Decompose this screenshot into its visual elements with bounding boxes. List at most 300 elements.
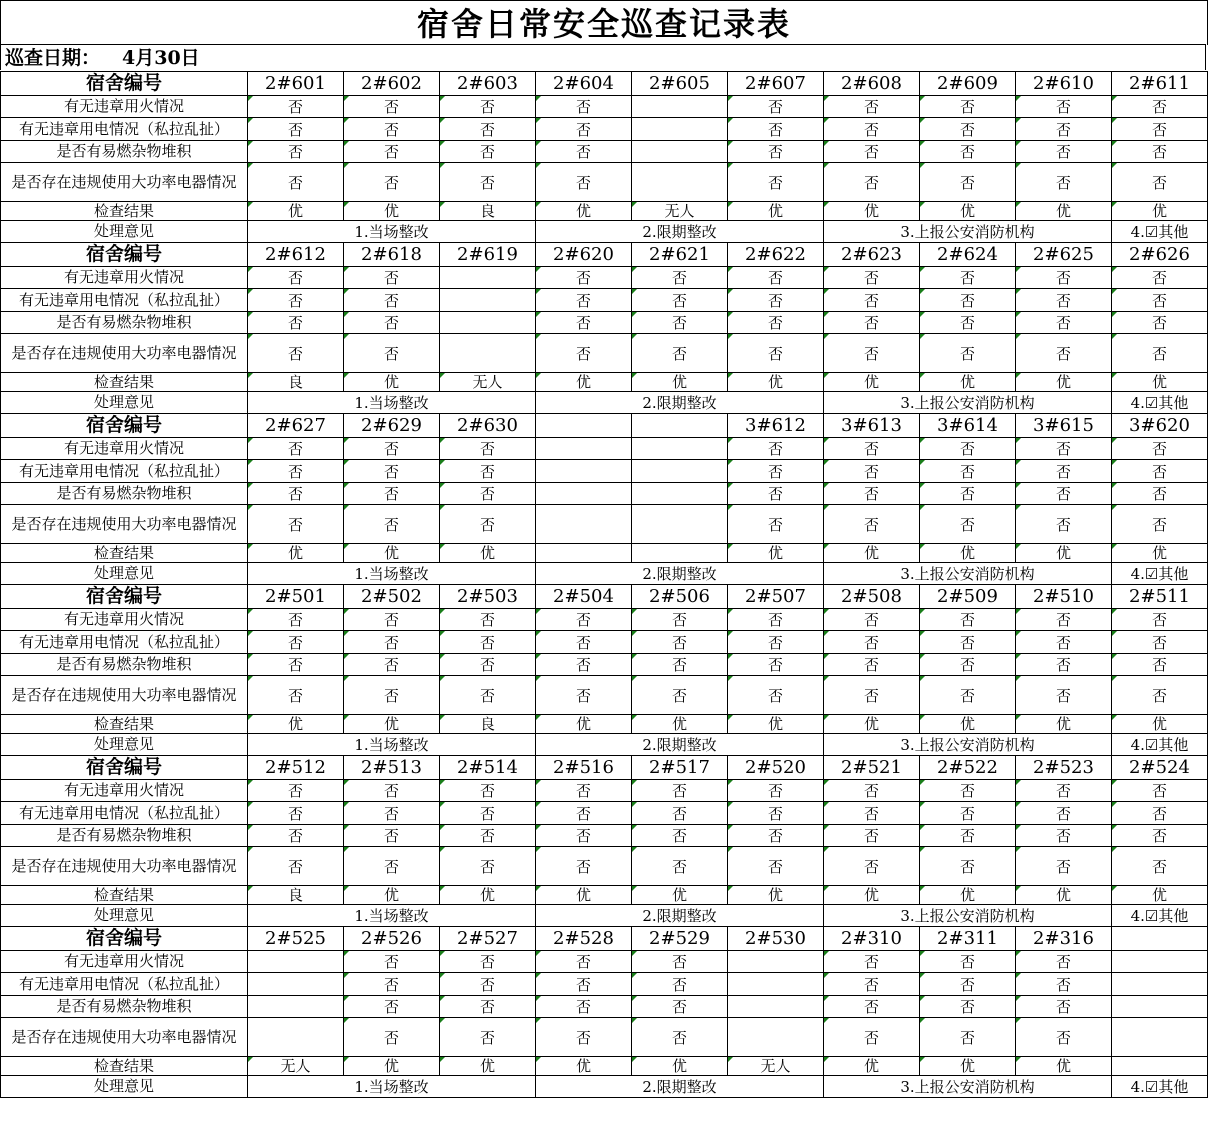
electric-check-row <box>1 118 1208 141</box>
fire-check-cell: 否 <box>536 267 632 289</box>
opinion-option-2: 2.限期整改 <box>536 221 824 243</box>
room-number-cell: 2#623 <box>824 243 920 267</box>
result-cell: 无人 <box>632 202 728 221</box>
electric-check-cell: 否 <box>824 118 920 141</box>
room-number-cell: 2#604 <box>536 72 632 96</box>
row-label: 检查结果 <box>1 544 248 563</box>
electric-check-cell <box>536 460 632 483</box>
opinion-row <box>1 734 1208 756</box>
room-number-row <box>1 756 1208 780</box>
fire-check-cell: 否 <box>1016 609 1112 631</box>
electric-check-cell: 否 <box>344 289 440 312</box>
high-power-check-cell: 否 <box>824 334 920 373</box>
result-cell: 优 <box>248 544 344 563</box>
row-label: 处理意见 <box>1 392 248 414</box>
result-cell: 优 <box>728 202 824 221</box>
result-cell: 优 <box>920 373 1016 392</box>
flammable-check-cell <box>440 312 536 334</box>
row-label: 是否存在违规使用大功率电器情况 <box>1 505 248 544</box>
room-number-cell: 3#614 <box>920 414 1016 438</box>
room-number-cell: 2#522 <box>920 756 1016 780</box>
high-power-check-cell: 否 <box>824 1018 920 1057</box>
result-cell: 优 <box>728 544 824 563</box>
room-number-cell: 2#526 <box>344 927 440 951</box>
high-power-check-cell: 否 <box>248 505 344 544</box>
row-label: 检查结果 <box>1 886 248 905</box>
result-cell: 优 <box>1112 544 1208 563</box>
flammable-check-cell: 否 <box>344 996 440 1018</box>
high-power-check-cell: 否 <box>824 505 920 544</box>
flammable-check-cell: 否 <box>920 825 1016 847</box>
fire-check-cell: 否 <box>920 438 1016 460</box>
electric-check-cell: 否 <box>1112 460 1208 483</box>
flammable-check-cell: 否 <box>632 996 728 1018</box>
high-power-check-cell: 否 <box>1112 505 1208 544</box>
electric-check-cell: 否 <box>536 118 632 141</box>
room-number-cell: 2#605 <box>632 72 728 96</box>
room-number-row <box>1 72 1208 96</box>
room-number-cell: 2#310 <box>824 927 920 951</box>
high-power-check-row <box>1 847 1208 886</box>
result-cell: 优 <box>728 373 824 392</box>
high-power-check-cell: 否 <box>440 1018 536 1057</box>
flammable-check-cell: 否 <box>536 312 632 334</box>
high-power-check-cell: 否 <box>920 676 1016 715</box>
high-power-check-cell: 否 <box>728 676 824 715</box>
room-number-cell: 2#316 <box>1016 927 1112 951</box>
flammable-check-cell: 否 <box>824 996 920 1018</box>
fire-check-cell: 否 <box>344 609 440 631</box>
flammable-check-row <box>1 996 1208 1018</box>
result-cell: 优 <box>440 1057 536 1076</box>
fire-check-cell <box>632 438 728 460</box>
fire-check-cell <box>728 951 824 973</box>
row-label: 有无违章用火情况 <box>1 96 248 118</box>
room-number-cell: 2#630 <box>440 414 536 438</box>
high-power-check-cell: 否 <box>920 163 1016 202</box>
result-cell: 优 <box>632 373 728 392</box>
fire-check-cell <box>1112 951 1208 973</box>
room-number-cell: 2#512 <box>248 756 344 780</box>
result-cell: 优 <box>824 715 920 734</box>
high-power-check-cell: 否 <box>728 163 824 202</box>
result-cell: 优 <box>824 1057 920 1076</box>
result-cell: 优 <box>440 886 536 905</box>
room-number-cell: 2#609 <box>920 72 1016 96</box>
flammable-check-cell <box>632 141 728 163</box>
fire-check-cell: 否 <box>824 96 920 118</box>
opinion-row <box>1 1076 1208 1098</box>
electric-check-cell: 否 <box>920 289 1016 312</box>
row-label: 有无违章用火情况 <box>1 609 248 631</box>
electric-check-cell: 否 <box>248 460 344 483</box>
room-number-cell: 2#619 <box>440 243 536 267</box>
electric-check-cell: 否 <box>920 460 1016 483</box>
row-label: 检查结果 <box>1 1057 248 1076</box>
high-power-check-cell: 否 <box>824 163 920 202</box>
high-power-check-cell: 否 <box>536 1018 632 1057</box>
result-cell: 优 <box>824 202 920 221</box>
fire-check-cell: 否 <box>248 96 344 118</box>
flammable-check-cell: 否 <box>824 483 920 505</box>
electric-check-cell: 否 <box>824 973 920 996</box>
flammable-check-cell: 否 <box>344 141 440 163</box>
fire-check-cell: 否 <box>344 96 440 118</box>
fire-check-cell: 否 <box>632 951 728 973</box>
flammable-check-cell: 否 <box>824 654 920 676</box>
room-number-cell: 2#502 <box>344 585 440 609</box>
room-number-cell: 3#613 <box>824 414 920 438</box>
row-label: 宿舍编号 <box>1 927 248 951</box>
flammable-check-cell: 否 <box>536 996 632 1018</box>
flammable-check-cell: 否 <box>1016 312 1112 334</box>
high-power-check-cell: 否 <box>920 334 1016 373</box>
flammable-check-row <box>1 654 1208 676</box>
opinion-option-4: 4.☑其他 <box>1112 221 1208 243</box>
flammable-check-cell: 否 <box>440 483 536 505</box>
flammable-check-cell: 否 <box>1112 825 1208 847</box>
high-power-check-cell: 否 <box>1112 676 1208 715</box>
fire-check-cell: 否 <box>1016 267 1112 289</box>
fire-check-cell <box>248 951 344 973</box>
electric-check-cell: 否 <box>632 973 728 996</box>
result-cell: 优 <box>1016 544 1112 563</box>
high-power-check-cell: 否 <box>440 505 536 544</box>
opinion-option-3: 3.上报公安消防机构 <box>824 221 1112 243</box>
flammable-check-cell: 否 <box>536 654 632 676</box>
high-power-check-cell: 否 <box>248 676 344 715</box>
flammable-check-cell <box>248 996 344 1018</box>
opinion-option-4: 4.☑其他 <box>1112 392 1208 414</box>
row-label: 是否有易燃杂物堆积 <box>1 312 248 334</box>
result-cell: 优 <box>632 1057 728 1076</box>
flammable-check-cell: 否 <box>920 483 1016 505</box>
high-power-check-cell: 否 <box>536 676 632 715</box>
flammable-check-cell: 否 <box>344 654 440 676</box>
result-cell: 优 <box>1112 373 1208 392</box>
high-power-check-cell: 否 <box>920 847 1016 886</box>
room-number-cell: 2#530 <box>728 927 824 951</box>
flammable-check-cell: 否 <box>920 996 1016 1018</box>
electric-check-cell: 否 <box>920 802 1016 825</box>
opinion-option-1: 1.当场整改 <box>248 734 536 756</box>
room-number-cell: 2#625 <box>1016 243 1112 267</box>
high-power-check-cell: 否 <box>1016 676 1112 715</box>
result-cell: 优 <box>1112 202 1208 221</box>
flammable-check-cell <box>632 483 728 505</box>
flammable-check-row <box>1 312 1208 334</box>
electric-check-cell: 否 <box>1112 118 1208 141</box>
room-number-cell: 2#525 <box>248 927 344 951</box>
flammable-check-cell: 否 <box>824 141 920 163</box>
row-label: 宿舍编号 <box>1 585 248 609</box>
room-number-cell: 2#602 <box>344 72 440 96</box>
fire-check-row <box>1 96 1208 118</box>
date-label: 巡查日期： <box>5 47 101 69</box>
room-number-cell: 2#629 <box>344 414 440 438</box>
result-cell: 优 <box>728 715 824 734</box>
fire-check-cell: 否 <box>1016 951 1112 973</box>
opinion-option-1: 1.当场整改 <box>248 905 536 927</box>
flammable-check-cell: 否 <box>824 312 920 334</box>
row-label: 是否存在违规使用大功率电器情况 <box>1 1018 248 1057</box>
fire-check-cell <box>536 438 632 460</box>
electric-check-cell: 否 <box>824 289 920 312</box>
flammable-check-cell: 否 <box>248 141 344 163</box>
flammable-check-cell: 否 <box>440 996 536 1018</box>
room-number-cell: 2#622 <box>728 243 824 267</box>
result-cell <box>632 544 728 563</box>
result-cell: 优 <box>344 544 440 563</box>
flammable-check-cell: 否 <box>536 825 632 847</box>
high-power-check-row <box>1 163 1208 202</box>
fire-check-cell: 否 <box>440 780 536 802</box>
high-power-check-cell: 否 <box>1016 334 1112 373</box>
electric-check-cell: 否 <box>1112 631 1208 654</box>
electric-check-cell <box>632 118 728 141</box>
result-cell: 优 <box>344 886 440 905</box>
electric-check-cell: 否 <box>536 289 632 312</box>
fire-check-row <box>1 951 1208 973</box>
electric-check-cell: 否 <box>536 973 632 996</box>
electric-check-cell <box>248 973 344 996</box>
flammable-check-cell: 否 <box>1016 141 1112 163</box>
result-cell: 优 <box>1016 202 1112 221</box>
result-cell: 优 <box>824 373 920 392</box>
room-number-row <box>1 414 1208 438</box>
room-number-cell: 2#523 <box>1016 756 1112 780</box>
opinion-row <box>1 392 1208 414</box>
row-label: 处理意见 <box>1 221 248 243</box>
room-number-row <box>1 243 1208 267</box>
electric-check-cell: 否 <box>344 631 440 654</box>
room-number-row <box>1 585 1208 609</box>
result-cell: 优 <box>344 715 440 734</box>
fire-check-cell: 否 <box>1112 780 1208 802</box>
fire-check-cell: 否 <box>1016 780 1112 802</box>
opinion-option-4: 4.☑其他 <box>1112 563 1208 585</box>
high-power-check-cell: 否 <box>344 1018 440 1057</box>
room-number-cell: 2#608 <box>824 72 920 96</box>
row-label: 宿舍编号 <box>1 414 248 438</box>
result-cell: 优 <box>1016 1057 1112 1076</box>
electric-check-cell: 否 <box>248 289 344 312</box>
opinion-option-4: 4.☑其他 <box>1112 734 1208 756</box>
fire-check-cell: 否 <box>920 780 1016 802</box>
fire-check-cell: 否 <box>632 267 728 289</box>
room-number-cell: 2#618 <box>344 243 440 267</box>
electric-check-row <box>1 631 1208 654</box>
fire-check-cell: 否 <box>728 780 824 802</box>
room-number-cell <box>536 414 632 438</box>
result-cell: 优 <box>1112 715 1208 734</box>
electric-check-cell: 否 <box>344 802 440 825</box>
result-cell: 优 <box>440 544 536 563</box>
result-row <box>1 544 1208 563</box>
row-label: 处理意见 <box>1 563 248 585</box>
row-label: 有无违章用电情况（私拉乱扯） <box>1 118 248 141</box>
fire-check-cell: 否 <box>536 96 632 118</box>
high-power-check-cell: 否 <box>536 847 632 886</box>
fire-check-cell: 否 <box>1112 438 1208 460</box>
row-label: 有无违章用火情况 <box>1 951 248 973</box>
high-power-check-cell: 否 <box>1016 847 1112 886</box>
high-power-check-cell: 否 <box>728 847 824 886</box>
opinion-option-2: 2.限期整改 <box>536 392 824 414</box>
row-label: 处理意见 <box>1 1076 248 1098</box>
flammable-check-cell: 否 <box>728 312 824 334</box>
result-cell: 优 <box>536 886 632 905</box>
flammable-check-cell: 否 <box>344 312 440 334</box>
fire-check-cell: 否 <box>728 438 824 460</box>
high-power-check-cell: 否 <box>1016 505 1112 544</box>
row-label: 是否有易燃杂物堆积 <box>1 483 248 505</box>
flammable-check-cell: 否 <box>1112 483 1208 505</box>
row-label: 是否存在违规使用大功率电器情况 <box>1 163 248 202</box>
fire-check-cell: 否 <box>536 951 632 973</box>
room-number-cell: 2#603 <box>440 72 536 96</box>
flammable-check-cell: 否 <box>248 825 344 847</box>
electric-check-cell: 否 <box>728 118 824 141</box>
room-number-cell: 3#612 <box>728 414 824 438</box>
flammable-check-cell: 否 <box>344 825 440 847</box>
room-number-cell: 2#501 <box>248 585 344 609</box>
result-cell: 优 <box>824 544 920 563</box>
row-label: 检查结果 <box>1 202 248 221</box>
flammable-check-cell: 否 <box>1016 483 1112 505</box>
electric-check-cell <box>728 973 824 996</box>
row-label: 是否有易燃杂物堆积 <box>1 825 248 847</box>
result-cell: 优 <box>344 202 440 221</box>
fire-check-cell: 否 <box>632 609 728 631</box>
high-power-check-cell: 否 <box>1112 847 1208 886</box>
high-power-check-cell: 否 <box>344 847 440 886</box>
flammable-check-cell: 否 <box>632 654 728 676</box>
electric-check-row <box>1 973 1208 996</box>
high-power-check-cell <box>536 505 632 544</box>
result-cell: 良 <box>248 373 344 392</box>
result-cell: 无人 <box>728 1057 824 1076</box>
room-number-cell: 2#508 <box>824 585 920 609</box>
electric-check-cell: 否 <box>632 802 728 825</box>
electric-check-cell: 否 <box>1016 973 1112 996</box>
fire-check-cell: 否 <box>248 267 344 289</box>
room-number-cell: 2#624 <box>920 243 1016 267</box>
fire-check-row <box>1 609 1208 631</box>
flammable-check-cell: 否 <box>1016 996 1112 1018</box>
row-label: 处理意见 <box>1 734 248 756</box>
row-label: 有无违章用电情况（私拉乱扯） <box>1 973 248 996</box>
result-cell: 优 <box>632 886 728 905</box>
fire-check-cell: 否 <box>920 951 1016 973</box>
row-label: 有无违章用电情况（私拉乱扯） <box>1 289 248 312</box>
high-power-check-cell <box>632 163 728 202</box>
electric-check-cell: 否 <box>728 631 824 654</box>
room-number-cell: 2#611 <box>1112 72 1208 96</box>
high-power-check-cell: 否 <box>344 334 440 373</box>
row-label: 是否存在违规使用大功率电器情况 <box>1 676 248 715</box>
high-power-check-cell: 否 <box>1016 163 1112 202</box>
opinion-row <box>1 221 1208 243</box>
flammable-check-cell: 否 <box>536 141 632 163</box>
fire-check-cell: 否 <box>248 609 344 631</box>
flammable-check-cell: 否 <box>728 654 824 676</box>
fire-check-cell: 否 <box>440 438 536 460</box>
room-number-cell: 2#311 <box>920 927 1016 951</box>
high-power-check-cell: 否 <box>344 163 440 202</box>
row-label: 有无违章用电情况（私拉乱扯） <box>1 460 248 483</box>
result-cell: 无人 <box>248 1057 344 1076</box>
high-power-check-row <box>1 505 1208 544</box>
row-label: 有无违章用火情况 <box>1 438 248 460</box>
result-cell: 优 <box>824 886 920 905</box>
room-number-cell: 2#527 <box>440 927 536 951</box>
room-number-cell: 2#621 <box>632 243 728 267</box>
high-power-check-cell: 否 <box>344 676 440 715</box>
fire-check-cell: 否 <box>728 267 824 289</box>
fire-check-cell: 否 <box>344 951 440 973</box>
high-power-check-row <box>1 1018 1208 1057</box>
electric-check-cell: 否 <box>1112 289 1208 312</box>
result-cell: 优 <box>728 886 824 905</box>
flammable-check-cell: 否 <box>248 483 344 505</box>
electric-check-cell: 否 <box>344 118 440 141</box>
electric-check-cell <box>440 289 536 312</box>
fire-check-cell: 否 <box>728 96 824 118</box>
row-label: 是否有易燃杂物堆积 <box>1 141 248 163</box>
electric-check-cell: 否 <box>824 631 920 654</box>
fire-check-cell: 否 <box>344 438 440 460</box>
electric-check-cell: 否 <box>632 289 728 312</box>
high-power-check-row <box>1 334 1208 373</box>
electric-check-cell: 否 <box>248 631 344 654</box>
electric-check-row <box>1 460 1208 483</box>
row-label: 是否存在违规使用大功率电器情况 <box>1 847 248 886</box>
fire-check-cell: 否 <box>248 438 344 460</box>
result-cell: 优 <box>1016 715 1112 734</box>
fire-check-cell: 否 <box>440 609 536 631</box>
electric-check-cell: 否 <box>536 802 632 825</box>
electric-check-cell: 否 <box>440 802 536 825</box>
row-label: 宿舍编号 <box>1 243 248 267</box>
opinion-option-3: 3.上报公安消防机构 <box>824 734 1112 756</box>
opinion-option-1: 1.当场整改 <box>248 1076 536 1098</box>
electric-check-cell: 否 <box>440 460 536 483</box>
result-cell: 优 <box>536 373 632 392</box>
electric-check-cell: 否 <box>728 460 824 483</box>
electric-check-cell: 否 <box>728 289 824 312</box>
electric-check-cell <box>1112 973 1208 996</box>
high-power-check-cell <box>632 505 728 544</box>
electric-check-cell: 否 <box>440 631 536 654</box>
electric-check-cell: 否 <box>1016 631 1112 654</box>
high-power-check-cell: 否 <box>728 334 824 373</box>
high-power-check-cell: 否 <box>440 847 536 886</box>
electric-check-cell: 否 <box>632 631 728 654</box>
room-number-cell: 2#511 <box>1112 585 1208 609</box>
high-power-check-cell: 否 <box>440 163 536 202</box>
room-number-cell: 2#517 <box>632 756 728 780</box>
high-power-check-cell: 否 <box>920 1018 1016 1057</box>
opinion-option-2: 2.限期整改 <box>536 734 824 756</box>
fire-check-cell: 否 <box>824 951 920 973</box>
fire-check-cell: 否 <box>824 609 920 631</box>
electric-check-cell: 否 <box>920 631 1016 654</box>
date-value: 4月30日 <box>122 47 200 69</box>
flammable-check-cell: 否 <box>440 141 536 163</box>
result-cell: 优 <box>920 544 1016 563</box>
high-power-check-cell <box>728 1018 824 1057</box>
